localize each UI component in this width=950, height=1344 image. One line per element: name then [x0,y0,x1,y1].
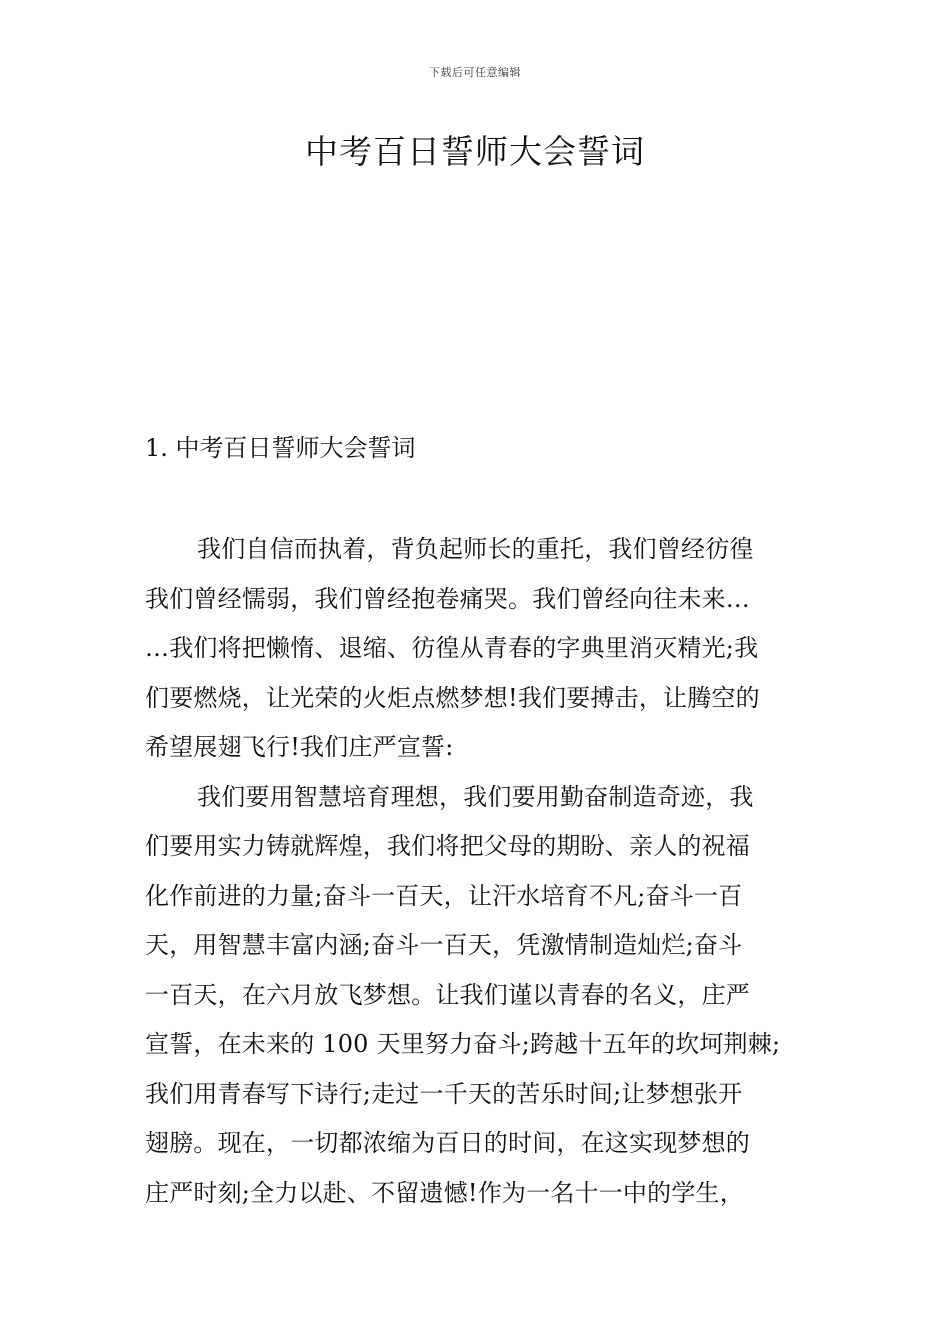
paragraph-2-line: 翅膀。现在，一切都浓缩为百日的时间，在这实现梦想的 [145,1129,750,1157]
document-body [145,525,807,1218]
paragraph-2-line: 化作前进的力量;奋斗一百天，让汗水培育不凡;奋斗一百 [145,881,743,910]
paragraph-1-line: 我们自信而执着，背负起师长的重托，我们曾经彷徨 [197,535,754,563]
paragraph-1-line: 希望展翅飞行!我们庄严宣誓: [145,733,454,761]
paragraph-2-line: 天，用智慧丰富内涵;奋斗一百天，凭激情制造灿烂;奋斗 [145,931,743,959]
section-heading: 1. 中考百日誓师大会誓词 [145,434,416,462]
paragraph-2-line: 我们要用智慧培育理想，我们要用勤奋制造奇迹，我 [197,782,754,811]
paragraph-2-line: 们要用实力铸就辉煌，我们将把父母的期盼、亲人的祝福 [145,832,750,860]
header-note: 下载后可任意编辑 [429,66,521,79]
paragraph-1-line: …我们将把懒惰、退缩、彷徨从青春的字典里消灭精光;我 [145,634,759,662]
paragraph-2-line: 我们用青春写下诗行;走过一千天的苦乐时间;让梦想张开 [145,1079,743,1108]
paragraph-2-line: 宣誓，在未来的 100 天里努力奋斗;跨越十五年的坎坷荆棘; [145,1030,781,1058]
document-title: 中考百日誓师大会誓词 [305,132,645,171]
paragraph-2-line: 一百天，在六月放飞梦想。让我们谨以青春的名义，庄严 [145,980,750,1009]
paragraph-2-line: 庄严时刻;全力以赴、不留遗憾!作为一名十一中的学生， [145,1178,744,1207]
paragraph-1-line: 们要燃烧，让光荣的火炬点燃梦想!我们要搏击，让腾空的 [145,683,760,712]
paragraph-1-line: 我们曾经懦弱，我们曾经抱卷痛哭。我们曾经向往未来… [145,584,750,613]
